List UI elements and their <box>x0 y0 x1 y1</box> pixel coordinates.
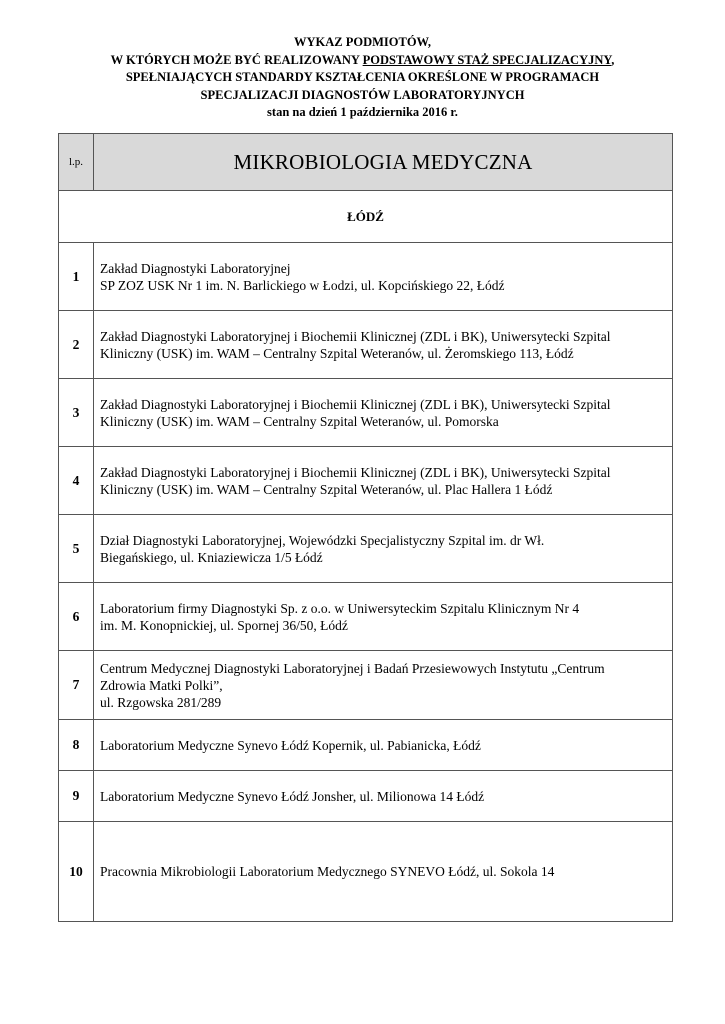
row-number: 8 <box>59 720 94 771</box>
entity-line: Dział Diagnostyki Laboratoryjnej, Wojewódzki Specjalistyczny Szpital im. dr Wł. <box>100 532 545 548</box>
row-number: 9 <box>59 771 94 822</box>
entity-line: ul. Rzgowska 281/289 <box>100 694 222 710</box>
header-line-4: SPECJALIZACJI DIAGNOSTÓW LABORATORYJNYCH <box>200 87 525 102</box>
city-row <box>59 191 673 243</box>
table-row <box>59 243 673 311</box>
table-row <box>59 822 673 922</box>
entity-line: Pracownia Mikrobiologii Laboratorium Medycznego SYNEVO Łódź, ul. Sokola 14 <box>100 864 555 879</box>
header-line-3: SPEŁNIAJĄCYCH STANDARDY KSZTAŁCENIA OKREŚLONE W PROGRAMACH <box>125 70 600 84</box>
row-entity <box>94 447 673 515</box>
lp-header: l.p. <box>59 134 94 191</box>
row-number: 10 <box>59 822 94 922</box>
row-entity <box>94 822 673 922</box>
header-line-2-pre: W KTÓRYCH MOŻE BYĆ REALIZOWANY <box>110 52 363 67</box>
row-entity <box>94 583 673 651</box>
row-entity <box>94 651 673 720</box>
specialization-title: MIKROBIOLOGIA MEDYCZNA <box>94 134 673 191</box>
row-number: 7 <box>59 651 94 720</box>
table-row <box>59 771 673 822</box>
city-name: ŁÓDŹ <box>59 191 673 243</box>
table-row <box>59 515 673 583</box>
header-line-1: WYKAZ PODMIOTÓW, <box>293 35 432 49</box>
table-header-row <box>59 134 673 191</box>
row-number: 2 <box>59 311 94 379</box>
row-entity <box>94 771 673 822</box>
table-row <box>59 379 673 447</box>
row-entity <box>94 379 673 447</box>
header-line-2-underlined: PODSTAWOWY STAŻ SPECJALIZACYJNY <box>362 52 612 67</box>
entity-line: Zakład Diagnostyki Laboratoryjnej i Biochemii Klinicznej (ZDL i BK), Uniwersytecki Szpital <box>100 396 611 412</box>
entity-line: Zakład Diagnostyki Laboratoryjnej <box>100 260 291 276</box>
table-row <box>59 583 673 651</box>
entities-table <box>58 133 673 922</box>
table-row <box>59 720 673 771</box>
row-entity <box>94 720 673 771</box>
entity-line: Centrum Medycznej Diagnostyki Laboratoryjnej i Badań Przesiewowych Instytutu „Centrum <box>100 660 605 676</box>
entity-line: Zakład Diagnostyki Laboratoryjnej i Biochemii Klinicznej (ZDL i BK), Uniwersytecki Szpital <box>100 464 611 480</box>
header-line-5: stan na dzień 1 października 2016 r. <box>267 105 458 119</box>
row-entity <box>94 311 673 379</box>
entity-line: im. M. Konopnickiej, ul. Spornej 36/50, Łódź <box>100 617 348 633</box>
document-header <box>0 34 725 122</box>
row-number: 1 <box>59 243 94 311</box>
header-line-2 <box>0 52 725 70</box>
entity-line: SP ZOZ USK Nr 1 im. N. Barlickiego w Łodzi, ul. Kopcińskiego 22, Łódź <box>100 277 505 293</box>
entity-line: Kliniczny (USK) im. WAM – Centralny Szpital Weteranów, ul. Pomorska <box>100 413 499 429</box>
table-row <box>59 447 673 515</box>
entity-line: Kliniczny (USK) im. WAM – Centralny Szpital Weteranów, ul. Żeromskiego 113, Łódź <box>100 345 574 361</box>
row-number: 4 <box>59 447 94 515</box>
entity-line: Laboratorium firmy Diagnostyki Sp. z o.o. w Uniwersyteckim Szpitalu Klinicznym Nr 4 <box>100 600 580 616</box>
entity-line: Laboratorium Medyczne Synevo Łódź Kopernik, ul. Pabianicka, Łódź <box>100 737 481 753</box>
table-row <box>59 651 673 720</box>
row-number: 3 <box>59 379 94 447</box>
row-entity <box>94 515 673 583</box>
entity-line: Biegańskiego, ul. Kniaziewicza 1/5 Łódź <box>100 549 323 565</box>
entity-line: Zakład Diagnostyki Laboratoryjnej i Biochemii Klinicznej (ZDL i BK), Uniwersytecki Szpital <box>100 328 611 344</box>
row-number: 6 <box>59 583 94 651</box>
table-row <box>59 311 673 379</box>
row-entity <box>94 243 673 311</box>
row-number: 5 <box>59 515 94 583</box>
entity-line: Laboratorium Medyczne Synevo Łódź Jonsher, ul. Milionowa 14 Łódź <box>100 788 485 804</box>
entity-line: Kliniczny (USK) im. WAM – Centralny Szpital Weteranów, ul. Plac Hallera 1 Łódź <box>100 481 553 497</box>
entity-line: Zdrowia Matki Polki”, <box>100 677 223 693</box>
header-line-2-post: , <box>611 52 615 67</box>
